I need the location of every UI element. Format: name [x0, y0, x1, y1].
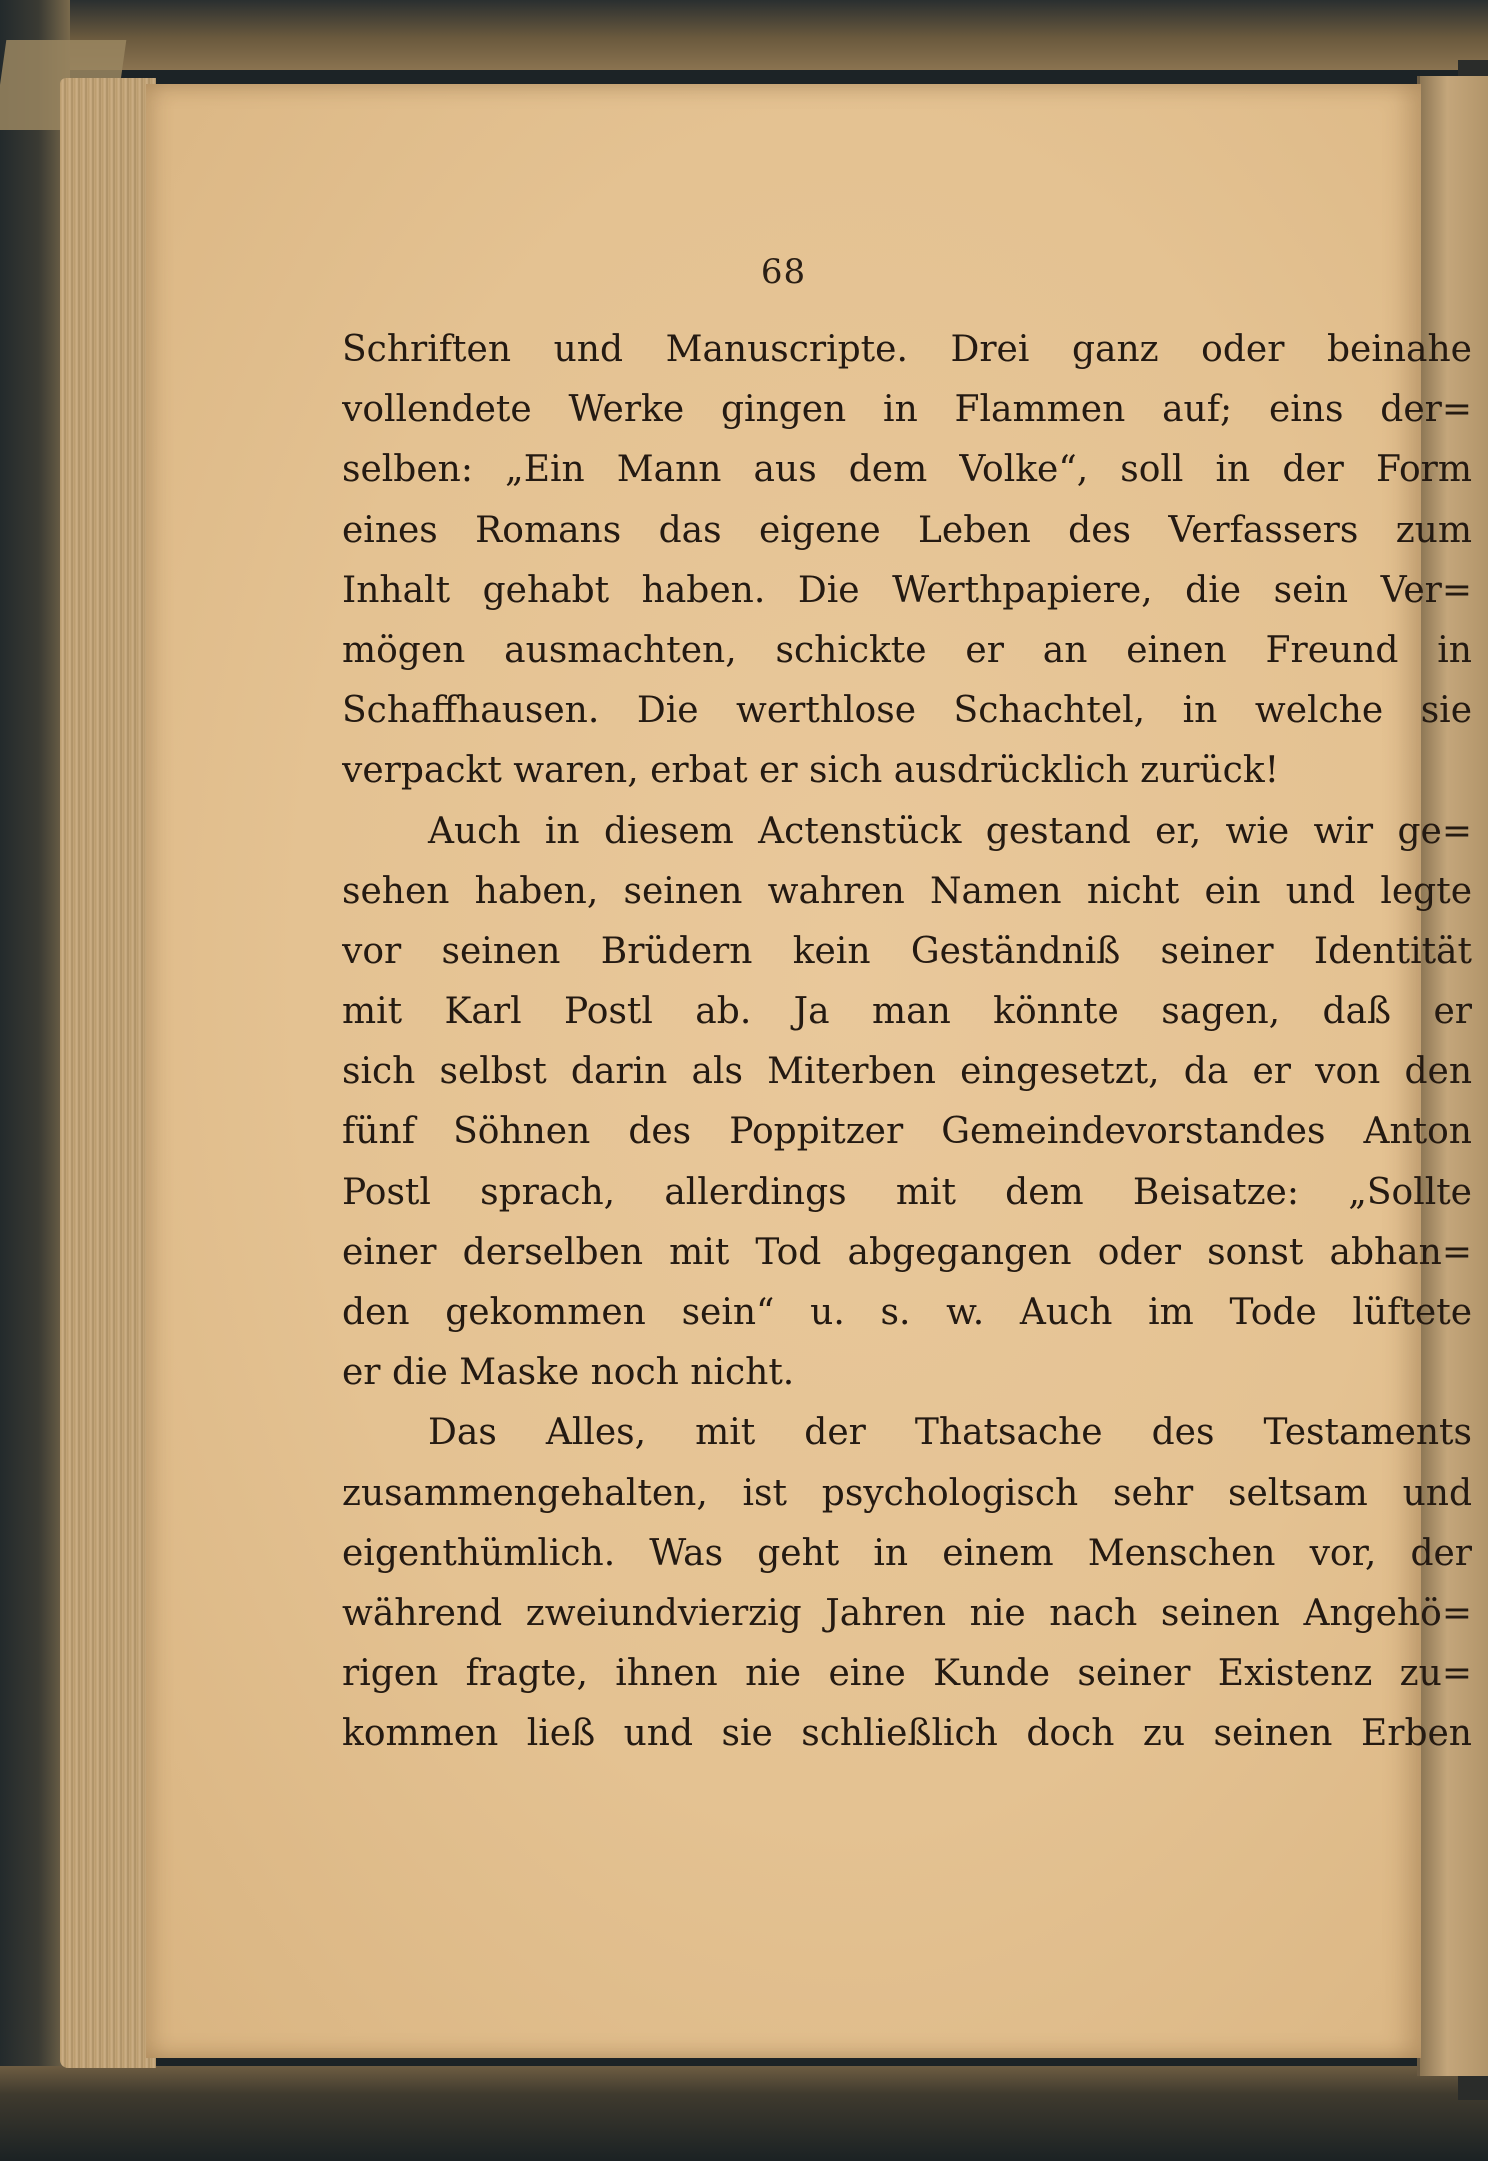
text-line: Schriften und Manuscripte. Drei ganz oder beinahe: [342, 329, 1472, 370]
text-line: Auch in diesem Actenstück gestand er, wie wir ge=: [428, 810, 1472, 852]
text-line: mögen ausmachten, schickte er an einen Freund in: [342, 629, 1472, 671]
text-line: den gekommen sein“ u. s. w. Auch im Tode lüftete: [342, 1292, 1472, 1333]
page-edges: [60, 78, 156, 2068]
text-line: eines Romans das eigene Leben des Verfassers zum: [342, 509, 1472, 551]
book-page: [146, 84, 1472, 2058]
text-line: während zweiundvierzig Jahren nie nach seinen Angehö=: [342, 1592, 1472, 1634]
text-line: mit Karl Postl ab. Ja man könnte sagen, daß er: [342, 991, 1472, 1033]
text-line: rigen fragte, ihnen nie eine Kunde seiner Existenz zu=: [342, 1653, 1472, 1695]
text-line: vor seinen Brüdern kein Geständniß seiner Identität: [342, 930, 1472, 972]
text-line: er die Maske noch nicht.: [342, 1352, 795, 1394]
text-line: fünf Söhnen des Poppitzer Gemeindevorstandes Anton: [342, 1111, 1472, 1153]
text-line: verpackt waren, erbat er sich ausdrücklich zurück!: [342, 750, 1280, 792]
book-cover-bottom: [0, 2066, 1488, 2161]
text-line: eigenthümlich. Was geht in einem Menschen vor, der: [342, 1532, 1472, 1574]
text-line: kommen ließ und sie schließlich doch zu seinen Erben: [342, 1713, 1472, 1755]
book-cover-top: [0, 0, 1488, 70]
text-line: sich selbst darin als Miterben eingesetzt, da er von den: [342, 1051, 1472, 1093]
page-number: 68: [760, 252, 807, 292]
text-line: vollendete Werke gingen in Flammen auf; eins der=: [342, 389, 1472, 431]
page-text: [342, 320, 1472, 1765]
text-line: sehen haben, seinen wahren Namen nicht ein und legte: [342, 870, 1472, 912]
text-line: Das Alles, mit der Thatsache des Testaments: [428, 1412, 1472, 1454]
text-line: Inhalt gehabt haben. Die Werthpapiere, die sein Ver=: [342, 569, 1472, 611]
text-line: einer derselben mit Tod abgegangen oder sonst abhan=: [342, 1231, 1472, 1273]
text-line: zusammengehalten, ist psychologisch sehr seltsam und: [342, 1472, 1472, 1514]
text-line: Postl sprach, allerdings mit dem Beisatze: „Sollte: [342, 1171, 1472, 1213]
text-line: selben: „Ein Mann aus dem Volke“, soll in der Form: [342, 449, 1472, 491]
text-line: Schaffhausen. Die werthlose Schachtel, in welche sie: [342, 690, 1472, 732]
